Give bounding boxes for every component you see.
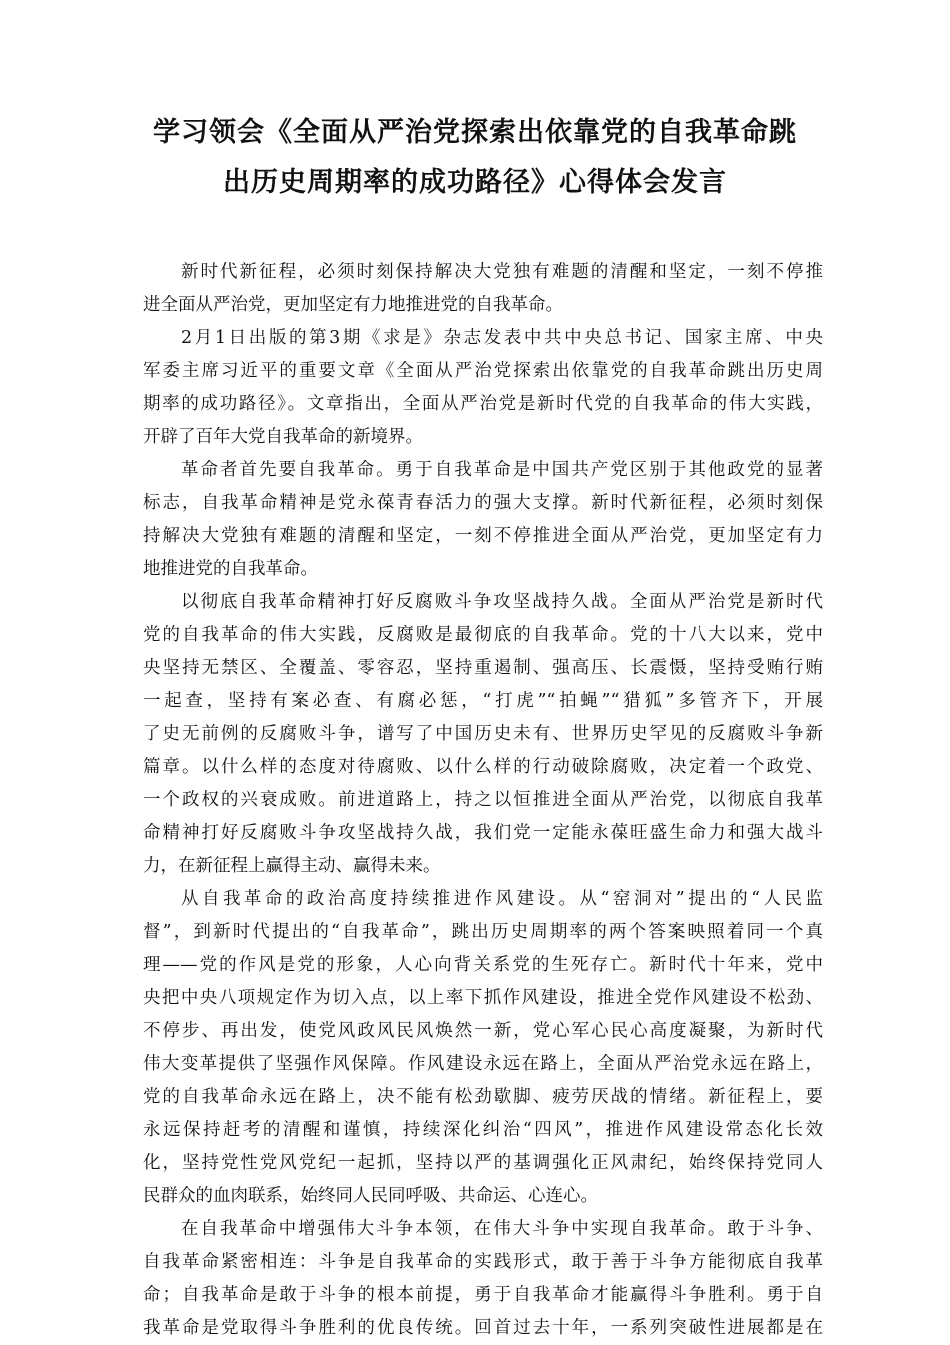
paragraph-line: 在自我革命中增强伟大斗争本领，在伟大斗争中实现自我革命。敢于斗争、 [181, 1219, 823, 1239]
paragraph [143, 322, 823, 454]
paragraph-line: 永远保持赶考的清醒和谨慎，持续深化纠治“四风”，推进作风建设常态化长效 [143, 1120, 823, 1140]
paragraph-line: 不停步、再出发，使党风政风民风焕然一新，党心军心民心高度凝聚，为新时代 [143, 1021, 823, 1041]
paragraph-line: 期率的成功路径》。文章指出，全面从严治党是新时代党的自我革命的伟大实践， [143, 394, 823, 414]
paragraph-line: 一起查，坚持有案必查、有腐必惩，“打虎”“拍蝇”“猎狐”多管齐下，开展 [143, 691, 823, 711]
paragraph [143, 883, 823, 1213]
paragraph-line: 央把中央八项规定作为切入点，以上率下抓作风建设，推进全党作风建设不松劲、 [143, 988, 823, 1008]
paragraph-line: 党的自我革命的伟大实践，反腐败是最彻底的自我革命。党的十八大以来，党中 [143, 625, 823, 645]
paragraph [143, 256, 823, 322]
document-title [120, 108, 830, 208]
paragraph-line: 化，坚持党性党风党纪一起抓，坚持以严的基调强化正风肃纪，始终保持党同人 [143, 1153, 823, 1173]
title-line: 出历史周期率的成功路径》心得体会发言 [223, 167, 727, 198]
paragraph-line: 篇章。以什么样的态度对待腐败、以什么样的行动破除腐败，决定着一个政党、 [143, 757, 823, 777]
paragraph-line: 党的自我革命永远在路上，决不能有松劲歇脚、疲劳厌战的情绪。新征程上，要 [143, 1087, 823, 1107]
document-body [143, 256, 823, 1345]
paragraph [143, 1213, 823, 1345]
paragraph-line: 命精神打好反腐败斗争攻坚战持久战，我们党一定能永葆旺盛生命力和强大战斗 [143, 823, 823, 843]
paragraph-line: 开辟了百年大党自我革命的新境界。 [143, 427, 423, 447]
paragraph-line: 督”，到新时代提出的“自我革命”，跳出历史周期率的两个答案映照着同一个真 [143, 922, 823, 942]
paragraph [143, 454, 823, 586]
title-line: 学习领会《全面从严治党探索出依靠党的自我革命跳 [153, 117, 797, 148]
paragraph-line: 新时代新征程，必须时刻保持解决大党独有难题的清醒和坚定，一刻不停推 [181, 262, 823, 282]
paragraph-line: 力，在新征程上赢得主动、赢得未来。 [143, 856, 441, 876]
paragraph-line: 进全面从严治党，更加坚定有力地推进党的自我革命。 [143, 295, 563, 315]
paragraph-line: 自我革命紧密相连：斗争是自我革命的实践形式，敢于善于斗争方能彻底自我革 [143, 1252, 823, 1272]
paragraph [143, 586, 823, 883]
paragraph-line: 持解决大党独有难题的清醒和坚定，一刻不停推进全面从严治党，更加坚定有力 [143, 526, 823, 546]
paragraph-line: 以彻底自我革命精神打好反腐败斗争攻坚战持久战。全面从严治党是新时代 [181, 592, 823, 612]
paragraph-line: 革命者首先要自我革命。勇于自我革命是中国共产党区别于其他政党的显著 [181, 460, 823, 480]
paragraph-line: 命；自我革命是敢于斗争的根本前提，勇于自我革命才能赢得斗争胜利。勇于自 [143, 1285, 823, 1305]
paragraph-line: 了史无前例的反腐败斗争，谱写了中国历史未有、世界历史罕见的反腐败斗争新 [143, 724, 823, 744]
paragraph-line: 一个政权的兴衰成败。前进道路上，持之以恒推进全面从严治党，以彻底自我革 [143, 790, 823, 810]
paragraph-line: 伟大变革提供了坚强作风保障。作风建设永远在路上，全面从严治党永远在路上， [143, 1054, 823, 1074]
paragraph-line: 2月1日出版的第3期《求是》杂志发表中共中央总书记、国家主席、中央 [181, 328, 823, 348]
paragraph-line: 我革命是党取得斗争胜利的优良传统。回首过去十年，一系列突破性进展都是在 [143, 1318, 823, 1338]
paragraph-line: 标志，自我革命精神是党永葆青春活力的强大支撑。新时代新征程，必须时刻保 [143, 493, 823, 513]
paragraph-line: 军委主席习近平的重要文章《全面从严治党探索出依靠党的自我革命跳出历史周 [143, 361, 823, 381]
paragraph-line: 央坚持无禁区、全覆盖、零容忍，坚持重遏制、强高压、长震慑，坚持受贿行贿 [143, 658, 823, 678]
paragraph-line: 民群众的血肉联系，始终同人民同呼吸、共命运、心连心。 [143, 1186, 598, 1206]
paragraph-line: 理——党的作风是党的形象，人心向背关系党的生死存亡。新时代十年来，党中 [143, 955, 823, 975]
paragraph-line: 从自我革命的政治高度持续推进作风建设。从“窑洞对”提出的“人民监 [181, 889, 823, 909]
paragraph-line: 地推进党的自我革命。 [143, 559, 318, 579]
